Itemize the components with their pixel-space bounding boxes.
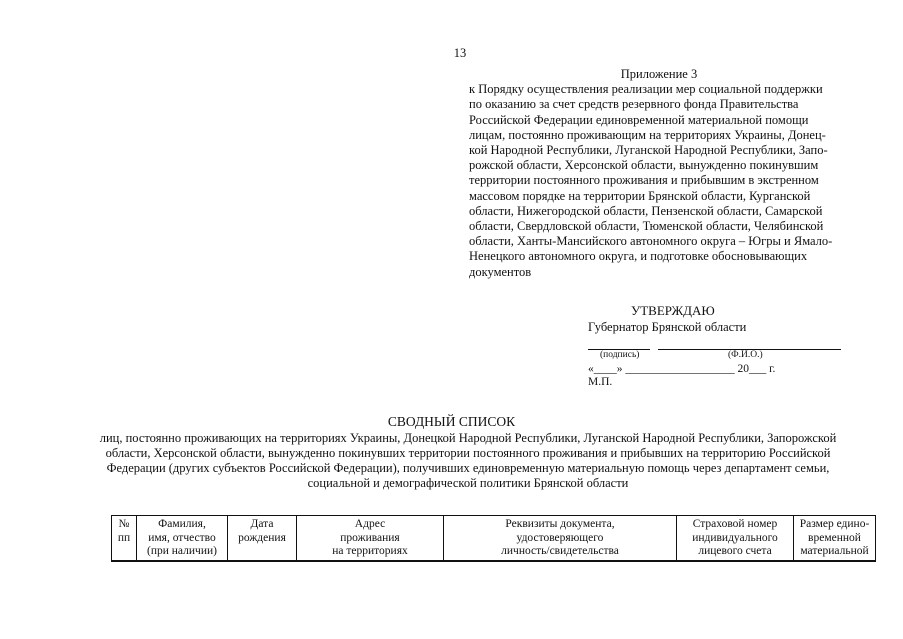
appendix-title: Приложение 3 (620, 67, 698, 81)
approval-heading: УТВЕРЖДАЮ (631, 303, 715, 318)
col-full-name: Фамилия, имя, отчество (при наличии) (137, 516, 228, 561)
appendix-line: документов (469, 264, 532, 279)
col-number: № пп (112, 516, 137, 561)
appendix-line: области, Свердловской области, Тюменской области, Челябинской (469, 219, 824, 234)
list-subtitle-line: Федерации (других субъектов Российской Федерации), получивших единовременную материальную помощь через департамент семьи, (106, 461, 830, 475)
list-subtitle-line: области, Херсонской области, вынужденно покинувших территории постоянного проживания и прибывших на территорию Российской (105, 446, 831, 460)
appendix-line: области, Ханты-Мансийского автономного округа – Югры и Ямало- (469, 234, 833, 249)
signature-caption: (подпись) (600, 350, 640, 360)
col-birth-date: Дата рождения (228, 516, 297, 561)
table-header-row (112, 516, 876, 561)
appendix-line: рожской области, Херсонской области, вынужденно покинувшим (469, 158, 819, 173)
col-id-document: Реквизиты документа, удостоверяющего личность/свидетельства (444, 516, 677, 561)
appendix-line: массовом порядке на территории Брянской области, Курганской (469, 188, 811, 203)
appendix-line: кой Народной Республики, Луганской Народной Республики, Запо- (469, 143, 828, 158)
appendix-line: области, Нижегородской области, Пензенской области, Самарской (469, 203, 823, 218)
approval-date-line: «____» ___________________ 20___ г. (588, 363, 776, 375)
approval-official: Губернатор Брянской области (588, 320, 747, 334)
appendix-line: по оказанию за счет средств резервного фонда Правительства (469, 97, 799, 112)
list-subtitle-line: лиц, постоянно проживающих на территориях Украины, Донецкой Народной Республики, Луганской Народной Республики, Запорожской (99, 431, 837, 445)
appendix-line: к Порядку осуществления реализации мер социальной поддержки (469, 82, 823, 97)
col-aid-amount: Размер едино- временной материальной (794, 516, 876, 561)
name-caption: (Ф.И.О.) (728, 350, 763, 360)
page-number: 13 (453, 46, 467, 60)
appendix-line: лицам, постоянно проживающим на территориях Украины, Донец- (469, 127, 826, 142)
appendix-line: территории постоянного проживания и прибывшим в экстренном (469, 173, 819, 188)
appendix-line: Российской Федерации единовременной материальной помощи (469, 112, 809, 127)
col-insurance-number: Страховой номер индивидуального лицевого счета (677, 516, 794, 561)
appendix-block (469, 67, 849, 280)
list-subtitle-line: социальной и демографической политики Брянской области (307, 476, 629, 490)
list-subtitle (80, 431, 856, 491)
appendix-line: Ненецкого автономного округа, и подготовке обосновывающих (469, 249, 808, 264)
list-title: СВОДНЫЙ СПИСОК (387, 414, 516, 429)
col-address: Адрес проживания на территориях (297, 516, 444, 561)
summary-table (111, 515, 876, 562)
stamp-place: М.П. (588, 376, 613, 388)
